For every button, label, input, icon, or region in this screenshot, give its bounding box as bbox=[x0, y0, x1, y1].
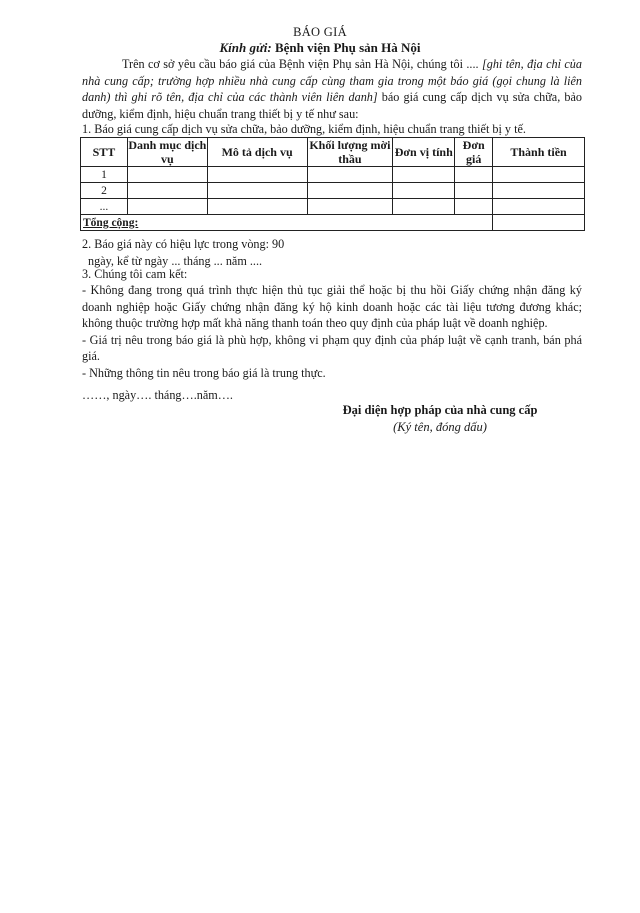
signature-representative: Đại diện hợp pháp của nhà cung cấp bbox=[342, 403, 538, 417]
row-cell bbox=[455, 167, 493, 183]
header-price: Đơn giá bbox=[455, 138, 493, 167]
section-1-heading: 1. Báo giá cung cấp dịch vụ sửa chữa, bảo dưỡng, kiểm định, hiệu chuẩn trang thiết bị y tế. bbox=[82, 122, 526, 136]
recipient-label: Kính gửi: bbox=[219, 40, 272, 55]
intro-text-end: báo giá cung cấp dịch vụ sửa chữa, bảo dưỡng, kiểm định, hiệu chuẩn trang thiết bị y tế như sau: bbox=[82, 90, 582, 121]
row-cell bbox=[307, 167, 393, 183]
table-header-row bbox=[81, 138, 585, 167]
document-title: BÁO GIÁ bbox=[293, 25, 347, 39]
row-cell bbox=[493, 199, 585, 215]
commitment-item: - Giá trị nêu trong báo giá là phù hợp, không vi phạm quy định của pháp luật về cạnh tranh, bán phá giá. bbox=[82, 332, 582, 363]
table-row bbox=[81, 183, 585, 199]
row-cell bbox=[127, 199, 207, 215]
signature-block bbox=[290, 402, 590, 436]
intro-text-start: Trên cơ sở yêu cầu báo giá của Bệnh viện Phụ sản Hà Nội, chúng tôi .... bbox=[122, 57, 482, 71]
header-stt: STT bbox=[81, 138, 128, 167]
date-line: ……, ngày…. tháng….năm…. bbox=[82, 388, 233, 402]
signature-note: (Ký tên, đóng dấu) bbox=[393, 420, 487, 434]
row-cell bbox=[455, 199, 493, 215]
row-cell bbox=[127, 167, 207, 183]
intro-italic-instruction: [ghi tên, địa chỉ của nhà cung cấp; trường hợp nhiều nhà cung cấp cùng tham gia trong một báo giá (gọi chung là liên danh) thì ghi rõ tên, địa chỉ của các thành viên liên danh] bbox=[82, 57, 582, 104]
recipient-name: Bệnh viện Phụ sản Hà Nội bbox=[274, 40, 421, 55]
row-stt: 1 bbox=[81, 167, 128, 183]
row-cell bbox=[307, 199, 393, 215]
commitments-list bbox=[82, 282, 582, 381]
validity-section bbox=[82, 236, 582, 269]
commitments-heading: 3. Chúng tôi cam kết: bbox=[82, 267, 188, 281]
header-description: Mô tả dịch vụ bbox=[207, 138, 307, 167]
recipient-line bbox=[0, 40, 640, 56]
validity-line-2: ngày, kể từ ngày ... tháng ... năm .... bbox=[88, 253, 263, 268]
row-cell bbox=[393, 167, 455, 183]
row-cell bbox=[307, 183, 393, 199]
intro-paragraph bbox=[82, 56, 582, 122]
total-amount-cell bbox=[493, 215, 585, 231]
row-cell bbox=[455, 183, 493, 199]
row-cell bbox=[493, 183, 585, 199]
validity-line-1: 2. Báo giá này có hiệu lực trong vòng: 90 bbox=[82, 237, 285, 251]
row-cell bbox=[207, 199, 307, 215]
row-cell bbox=[127, 183, 207, 199]
header-category: Danh mục dịch vụ bbox=[128, 138, 207, 166]
row-cell bbox=[207, 167, 307, 183]
row-stt: 2 bbox=[81, 183, 128, 199]
row-cell bbox=[493, 167, 585, 183]
table-total-row bbox=[81, 215, 585, 231]
header-amount: Thành tiền bbox=[493, 138, 585, 167]
quotation-table bbox=[80, 137, 585, 231]
commitment-item: - Không đang trong quá trình thực hiện thủ tục giải thể hoặc bị thu hồi Giấy chứng nhận đăng ký doanh nghiệp hoặc Giấy chứng nhận đăng ký hộ kinh doanh hoặc các tài liệu tương đương khác; không thuộc trường hợp mất khả năng thanh toán theo quy định của pháp luật về doanh nghiệp. bbox=[82, 283, 582, 330]
commitment-item: - Những thông tin nêu trong báo giá là trung thực. bbox=[82, 365, 326, 380]
table-row bbox=[81, 199, 585, 215]
row-cell bbox=[393, 183, 455, 199]
header-quantity: Khối lượng mời thầu bbox=[307, 138, 393, 167]
row-stt: ... bbox=[81, 199, 128, 215]
row-cell bbox=[207, 183, 307, 199]
row-cell bbox=[393, 199, 455, 215]
total-label: Tổng cộng: bbox=[81, 215, 493, 231]
header-unit: Đơn vị tính bbox=[393, 138, 455, 167]
table-row bbox=[81, 167, 585, 183]
